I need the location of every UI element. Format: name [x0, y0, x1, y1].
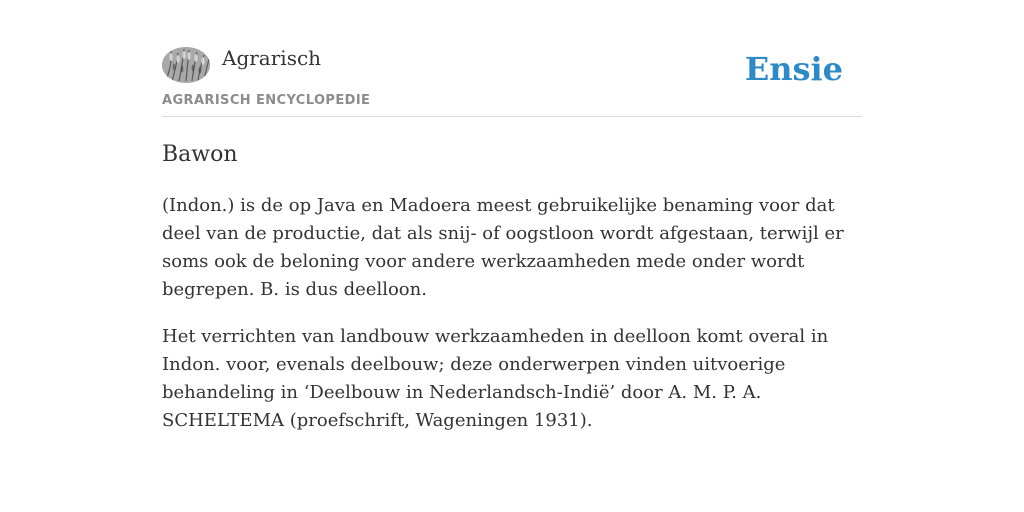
wheat-icon[interactable] [162, 47, 210, 83]
article-paragraph: (Indon.) is de op Java en Madoera meest gebruikelijke benaming voor dat deel van de productie, dat als snij- of oogstloon wordt afgestaan, terwijl er soms ook de beloning voor andere werkzaamheden mede onder wordt begrepen. B. is dus deelloon. [162, 195, 844, 300]
article-body [162, 192, 862, 454]
brand-logo-link[interactable]: Ensie [744, 50, 843, 88]
site-subtitle: AGRARISCH ENCYCLOPEDIE [162, 93, 371, 108]
article-title: Bawon [162, 142, 238, 167]
site-name[interactable]: Agrarisch [222, 46, 322, 70]
article-paragraph: Het verrichten van landbouw werkzaamheden in deelloon komt overal in Indon. voor, evenals deelbouw; deze onderwerpen vinden uitvoerige behandeling in ‘Deelbouw in Nederlandsch-Indië’ door A. M. P. A. SCHELTEMA (proefschrift, Wageningen 1931). [162, 326, 829, 431]
site-header [162, 0, 862, 117]
